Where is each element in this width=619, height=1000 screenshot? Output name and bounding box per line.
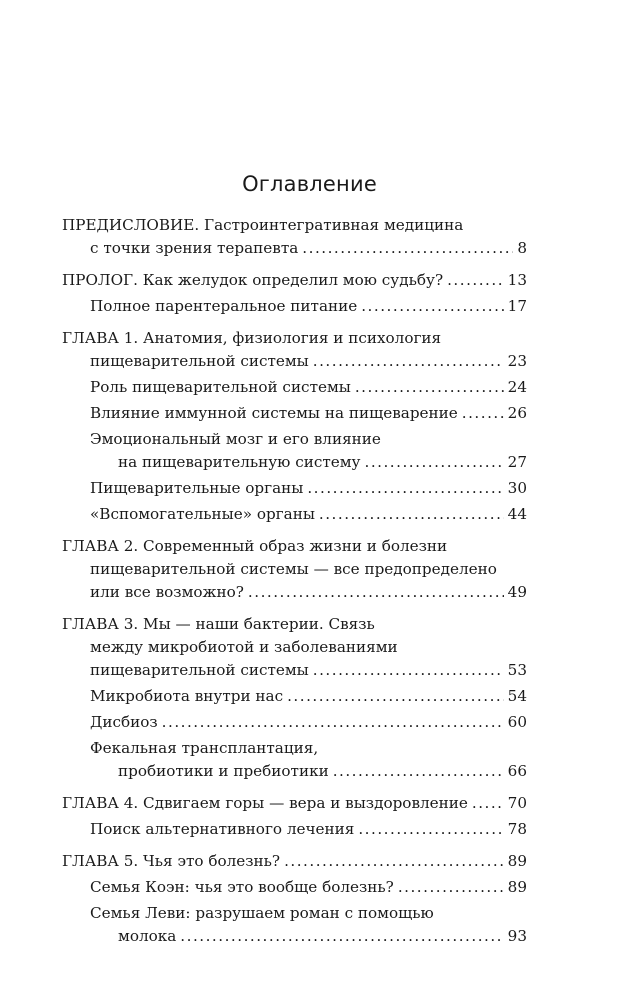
toc-chapter-entry[interactable] [62, 269, 527, 292]
toc-page-number: 23 [507, 352, 527, 370]
toc-page-number: 49 [507, 583, 527, 601]
toc-chapter-entry[interactable] [62, 850, 527, 873]
toc-section-entry[interactable] [90, 402, 527, 425]
toc-entry-title-line: ГЛАВА 2. Современный образ жизни и болезни [62, 537, 448, 555]
toc-section-entry[interactable] [90, 295, 527, 318]
toc-chapter-entry[interactable] [62, 214, 527, 260]
toc-entry-title: пищеварительной системы [90, 352, 309, 370]
toc-entry-title: Поиск альтернативного лечения [90, 820, 355, 838]
toc-entry-title: с точки зрения терапевта [90, 239, 299, 257]
toc-page-number: 30 [507, 479, 527, 497]
dot-leader [333, 760, 504, 783]
dot-leader [302, 237, 513, 260]
toc-entry-title: Роль пищеварительной системы [90, 378, 351, 396]
toc-chapter-entry[interactable] [62, 327, 527, 373]
toc-page-number: 27 [507, 453, 527, 471]
toc-page-number: 26 [507, 404, 527, 422]
dot-leader [447, 269, 504, 292]
toc-entry-title: «Вспомогательные» органы [90, 505, 315, 523]
toc-entry-title: или все возможно? [90, 583, 244, 601]
toc-entry-title-line: между микробиотой и заболеваниями [90, 638, 398, 656]
dot-leader [180, 925, 503, 948]
toc-section-entry[interactable] [90, 737, 527, 783]
toc-page-number: 54 [507, 687, 527, 705]
dot-leader [307, 477, 503, 500]
toc-entry-title-line: ПРЕДИСЛОВИЕ. Гастроинтегративная медицина [62, 216, 464, 234]
toc-section-entry[interactable] [90, 876, 527, 899]
toc-entry-title: молока [118, 927, 177, 945]
toc-page-number: 44 [507, 505, 527, 523]
toc-chapter-entry[interactable] [62, 535, 527, 604]
toc-entry-title: ГЛАВА 4. Сдвигаем горы — вера и выздоровление [62, 794, 468, 812]
toc-entry-title-line: Эмоциональный мозг и его влияние [90, 430, 381, 448]
dot-leader [358, 818, 503, 841]
dot-leader [355, 376, 504, 399]
toc-section-entry[interactable] [90, 376, 527, 399]
toc-entry-title: пищеварительной системы [90, 661, 309, 679]
dot-leader [313, 350, 504, 373]
dot-leader [398, 876, 504, 899]
toc-entry-title: Семья Коэн: чья это вообще болезнь? [90, 878, 394, 896]
toc-page-number: 24 [507, 378, 527, 396]
toc-page-number: 89 [507, 852, 527, 870]
toc-chapter-entry[interactable] [62, 613, 527, 682]
dot-leader [365, 451, 504, 474]
toc-page-number: 89 [507, 878, 527, 896]
toc-chapter-entry[interactable] [62, 792, 527, 815]
toc-section-entry[interactable] [90, 902, 527, 948]
toc-entry-title: Полное парентеральное питание [90, 297, 358, 315]
table-of-contents [62, 214, 527, 948]
dot-leader [361, 295, 503, 318]
toc-section-entry[interactable] [90, 428, 527, 474]
dot-leader [287, 685, 504, 708]
toc-entry-title: пробиотики и пребиотики [118, 762, 329, 780]
toc-page-number: 78 [507, 820, 527, 838]
toc-section-entry[interactable] [90, 503, 527, 526]
toc-page-number: 53 [507, 661, 527, 679]
toc-page-number: 70 [507, 794, 527, 812]
dot-leader [284, 850, 504, 873]
toc-entry-title: Пищеварительные органы [90, 479, 304, 497]
toc-entry-title: ПРОЛОГ. Как желудок определил мою судьбу? [62, 271, 444, 289]
toc-section-entry[interactable] [90, 818, 527, 841]
toc-section-entry[interactable] [90, 685, 527, 708]
toc-entry-title: Дисбиоз [90, 713, 158, 731]
toc-page-number: 17 [507, 297, 527, 315]
toc-entry-title-line: ГЛАВА 3. Мы — наши бактерии. Связь [62, 615, 375, 633]
dot-leader [313, 659, 504, 682]
dot-leader [319, 503, 504, 526]
toc-section-entry[interactable] [90, 711, 527, 734]
toc-section-entry[interactable] [90, 477, 527, 500]
page-title: Оглавление [242, 172, 377, 196]
dot-leader [248, 581, 504, 604]
dot-leader [472, 792, 504, 815]
toc-entry-title-line: Семья Леви: разрушаем роман с помощью [90, 904, 434, 922]
toc-entry-title: ГЛАВА 5. Чья это болезнь? [62, 852, 281, 870]
dot-leader [462, 402, 504, 425]
toc-entry-title-line: ГЛАВА 1. Анатомия, физиология и психология [62, 329, 442, 347]
dot-leader [162, 711, 504, 734]
toc-entry-title-line: Фекальная трансплантация, [90, 739, 319, 757]
toc-page-number: 60 [507, 713, 527, 731]
toc-page-number: 66 [507, 762, 527, 780]
toc-page-number: 13 [507, 271, 527, 289]
toc-entry-title: Микробиота внутри нас [90, 687, 284, 705]
toc-page-number: 93 [507, 927, 527, 945]
toc-entry-title-line: пищеварительной системы — все предопределено [90, 560, 497, 578]
toc-page-number: 8 [517, 239, 527, 257]
toc-entry-title: на пищеварительную систему [118, 453, 361, 471]
toc-entry-title: Влияние иммунной системы на пищеварение [90, 404, 458, 422]
